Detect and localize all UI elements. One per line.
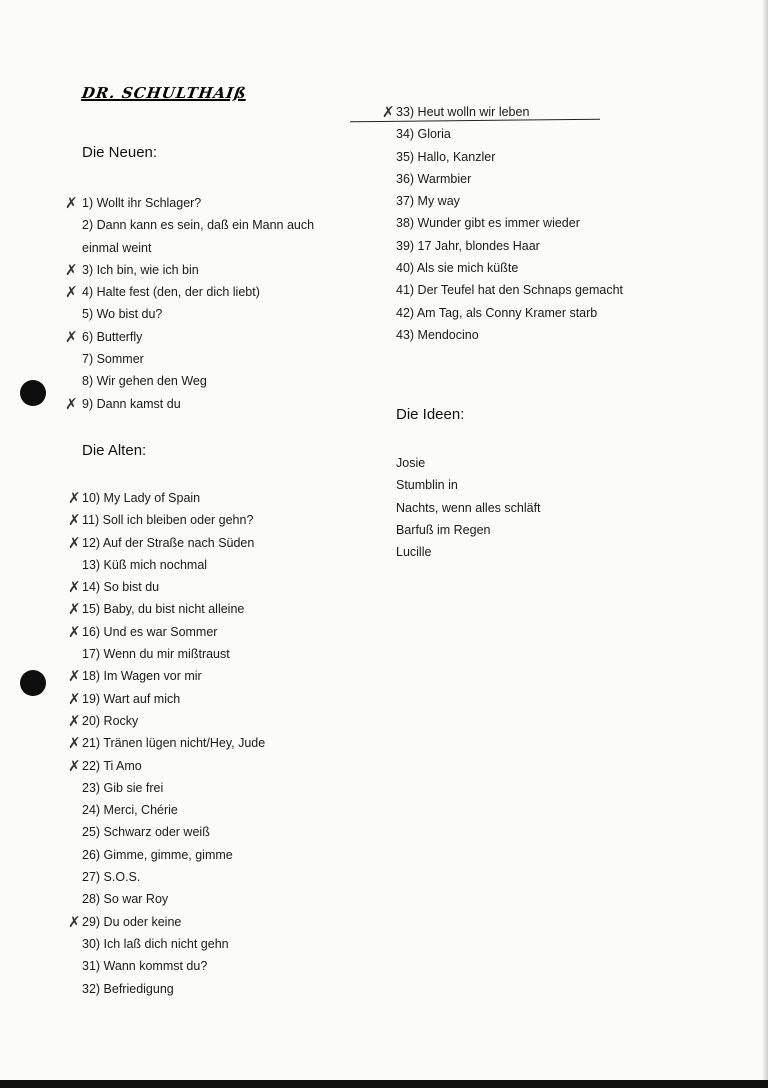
list-item bbox=[82, 955, 265, 977]
item-text: Josie bbox=[396, 456, 426, 470]
item-text: 22) Ti Amo bbox=[82, 758, 142, 773]
list-item bbox=[82, 643, 265, 665]
check-mark-icon: ✗ bbox=[68, 756, 81, 775]
list-item bbox=[396, 235, 623, 257]
check-mark-icon: ✗ bbox=[68, 734, 81, 753]
list-item bbox=[68, 576, 265, 598]
item-text: 1) Wollt ihr Schlager? bbox=[82, 196, 202, 210]
list-item bbox=[396, 123, 623, 145]
list-item bbox=[396, 474, 541, 496]
list-item bbox=[82, 303, 332, 325]
item-text: 24) Merci, Chérie bbox=[82, 803, 178, 818]
item-text: 23) Gib sie frei bbox=[82, 780, 164, 795]
list-item bbox=[82, 933, 265, 955]
item-text: 4) Halte fest (den, der dich liebt) bbox=[82, 285, 260, 300]
item-text: 37) My way bbox=[396, 194, 460, 209]
item-text: 19) Wart auf mich bbox=[82, 691, 181, 706]
check-mark-icon: ✗ bbox=[68, 489, 81, 507]
list-item bbox=[68, 911, 265, 933]
list-item bbox=[82, 844, 265, 866]
check-mark-icon: ✗ bbox=[68, 578, 81, 597]
item-text: Nachts, wenn alles schläft bbox=[396, 500, 541, 515]
item-text: 31) Wann kommst du? bbox=[82, 959, 208, 974]
list-item bbox=[396, 212, 623, 234]
item-text: 7) Sommer bbox=[82, 352, 144, 367]
list-item bbox=[68, 665, 265, 687]
check-mark-icon: ✗ bbox=[382, 103, 395, 121]
item-text: 15) Baby, du bist nicht alleine bbox=[82, 602, 245, 617]
list-alten bbox=[68, 487, 266, 1000]
check-mark-icon: ✗ bbox=[65, 283, 78, 302]
item-text: 21) Tränen lügen nicht/Hey, Jude bbox=[82, 736, 266, 751]
list-item bbox=[82, 866, 265, 888]
list-item bbox=[396, 452, 541, 474]
check-mark-icon: ✗ bbox=[68, 667, 81, 686]
item-text: 27) S.O.S. bbox=[82, 870, 141, 885]
list-item bbox=[65, 393, 332, 415]
list-item bbox=[68, 509, 265, 531]
scan-edge-shadow bbox=[762, 0, 768, 1080]
section-heading-ideen: Die Ideen: bbox=[396, 406, 465, 423]
item-text: 12) Auf der Straße nach Süden bbox=[82, 535, 255, 550]
list-item bbox=[396, 146, 623, 168]
item-text: 3) Ich bin, wie ich bin bbox=[82, 262, 199, 277]
check-mark-icon: ✗ bbox=[65, 194, 78, 212]
list-item bbox=[396, 257, 623, 279]
item-text: 25) Schwarz oder weiß bbox=[82, 825, 210, 840]
item-text: 29) Du oder keine bbox=[82, 914, 182, 929]
list-item bbox=[68, 487, 265, 509]
list-item bbox=[68, 598, 265, 620]
section-heading-alten: Die Alten: bbox=[82, 442, 147, 459]
item-text: 41) Der Teufel hat den Schnaps gemacht bbox=[396, 283, 623, 298]
punch-hole-top bbox=[20, 380, 46, 406]
list-item bbox=[82, 777, 265, 799]
item-text: Barfuß im Regen bbox=[396, 522, 491, 537]
item-text: 38) Wunder gibt es immer wieder bbox=[396, 216, 580, 231]
list-item bbox=[82, 554, 265, 576]
list-item bbox=[65, 192, 332, 214]
item-text: 17) Wenn du mir mißtraust bbox=[82, 647, 230, 662]
item-text: 40) Als sie mich küßte bbox=[396, 261, 519, 276]
check-mark-icon: ✗ bbox=[68, 689, 81, 708]
item-text: 28) So war Roy bbox=[82, 892, 169, 907]
list-item bbox=[396, 279, 623, 301]
item-text: 2) Dann kann es sein, daß ein Mann auch einmal weint bbox=[82, 218, 315, 255]
item-text: 30) Ich laß dich nicht gehn bbox=[82, 936, 229, 951]
list-right-column bbox=[382, 101, 623, 346]
item-text: 20) Rocky bbox=[82, 713, 139, 728]
list-ideen bbox=[396, 452, 541, 563]
list-item bbox=[82, 348, 332, 370]
item-text: 14) So bist du bbox=[82, 580, 160, 595]
list-item bbox=[65, 326, 332, 348]
list-item bbox=[68, 710, 265, 732]
check-mark-icon: ✗ bbox=[68, 912, 81, 931]
check-mark-icon: ✗ bbox=[65, 260, 78, 279]
item-text: 33) Heut wolln wir leben bbox=[396, 105, 530, 119]
item-text: 16) Und es war Sommer bbox=[82, 624, 218, 639]
list-item bbox=[396, 190, 623, 212]
item-text: 39) 17 Jahr, blondes Haar bbox=[396, 238, 540, 253]
item-text: 35) Hallo, Kanzler bbox=[396, 149, 496, 164]
check-mark-icon: ✗ bbox=[68, 711, 81, 730]
check-mark-icon: ✗ bbox=[65, 327, 78, 346]
list-item bbox=[82, 821, 265, 843]
list-item bbox=[82, 978, 265, 1000]
item-text: 43) Mendocino bbox=[396, 327, 479, 342]
page-title: DR. SCHULTHAIß bbox=[80, 84, 248, 102]
list-neuen bbox=[65, 192, 332, 415]
list-item bbox=[396, 541, 541, 563]
item-text: 6) Butterfly bbox=[82, 329, 143, 344]
list-item bbox=[68, 755, 265, 777]
list-item bbox=[68, 532, 265, 554]
item-text: 26) Gimme, gimme, gimme bbox=[82, 847, 233, 862]
list-item bbox=[396, 497, 541, 519]
item-text: 42) Am Tag, als Conny Kramer starb bbox=[396, 305, 598, 320]
list-item bbox=[68, 688, 265, 710]
check-mark-icon: ✗ bbox=[68, 600, 81, 619]
list-item bbox=[396, 302, 623, 324]
check-mark-icon: ✗ bbox=[65, 394, 78, 413]
list-item bbox=[82, 370, 332, 392]
punch-hole-bottom bbox=[20, 670, 46, 696]
list-item bbox=[82, 888, 265, 910]
item-text: 32) Befriedigung bbox=[82, 981, 174, 996]
section-heading-neuen: Die Neuen: bbox=[82, 144, 158, 161]
check-mark-icon: ✗ bbox=[68, 511, 81, 530]
check-mark-icon: ✗ bbox=[68, 622, 81, 641]
item-text: 18) Im Wagen vor mir bbox=[82, 669, 202, 684]
item-text: Stumblin in bbox=[396, 478, 458, 493]
list-item bbox=[68, 621, 265, 643]
list-item bbox=[396, 324, 623, 346]
item-text: 11) Soll ich bleiben oder gehn? bbox=[82, 513, 254, 528]
item-text: 10) My Lady of Spain bbox=[82, 491, 201, 505]
list-item bbox=[65, 259, 332, 281]
item-text: 13) Küß mich nochmal bbox=[82, 557, 208, 572]
check-mark-icon: ✗ bbox=[68, 533, 81, 552]
scan-bottom-edge bbox=[0, 1080, 768, 1088]
item-text: 36) Warmbier bbox=[396, 171, 472, 186]
list-item bbox=[82, 214, 332, 259]
item-text: 9) Dann kamst du bbox=[82, 396, 181, 411]
list-item bbox=[382, 101, 623, 123]
item-text: 5) Wo bist du? bbox=[82, 307, 163, 322]
list-item bbox=[82, 799, 265, 821]
item-text: 34) Gloria bbox=[396, 127, 451, 142]
list-item bbox=[65, 281, 332, 303]
list-item bbox=[68, 732, 266, 754]
list-item bbox=[396, 519, 541, 541]
list-item bbox=[396, 168, 623, 190]
item-text: Lucille bbox=[396, 545, 432, 560]
item-text: 8) Wir gehen den Weg bbox=[82, 374, 207, 389]
